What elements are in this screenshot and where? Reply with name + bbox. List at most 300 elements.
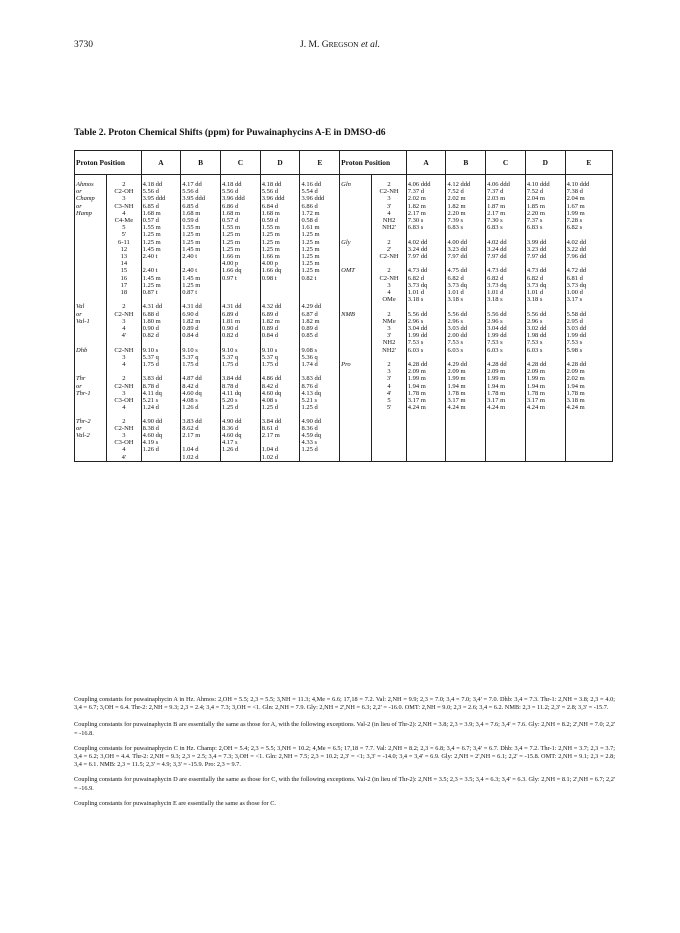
residue-cell: Thr [75,375,107,382]
shift-cell: 9.10 s [141,347,181,354]
shift-cell [446,432,486,439]
shift-cell: 1.82 m [446,203,486,210]
shift-cell: 1.68 m [141,210,181,217]
residue-cell [340,390,372,397]
shift-cell: 1.78 m [446,390,486,397]
position-cell [372,354,406,361]
shift-cell [525,425,565,432]
shift-cell: 2.95 d [565,318,612,325]
shift-cell [141,296,181,303]
column-header: B [446,151,486,175]
table-row [75,332,613,339]
shift-cell: 4.31 dd [141,303,181,310]
shift-cell [525,303,565,310]
shift-cell: 0.97 t [221,275,261,282]
shift-cell: 6.84 d [260,203,300,210]
shift-cell: 0.84 d [260,332,300,339]
shift-cell: 2.96 s [486,318,526,325]
shift-cell: 1.24 d [141,404,181,411]
table-row [75,188,613,195]
position-cell: 12 [107,246,141,253]
shift-cell: 3.83 dd [141,375,181,382]
position-cell [372,446,406,453]
shift-cell: 4.28 dd [406,361,446,368]
shift-cell [525,260,565,267]
shift-cell: 4.11 dq [141,390,181,397]
shift-cell: 5.21 s [300,397,340,404]
shift-cell: 1.94 m [486,383,526,390]
shift-cell: 2.40 t [141,267,181,274]
position-cell [107,296,141,303]
shift-cell: 1.25 m [260,246,300,253]
shift-cell [486,432,526,439]
shift-cell: 4.90 dd [300,418,340,425]
residue-cell [340,195,372,202]
residue-cell [340,425,372,432]
shift-cell [525,231,565,238]
shift-cell [221,282,261,289]
shift-cell [565,418,612,425]
shift-cell: 1.04 d [260,446,300,453]
shift-cell: 5.36 q [300,354,340,361]
position-cell: 3 [107,318,141,325]
residue-cell [340,383,372,390]
shift-cell: 1.01 d [486,289,526,296]
shift-cell: 7.37 d [406,188,446,195]
shift-cell: 1.66 m [260,253,300,260]
shift-cell: 8.78 d [221,383,261,390]
shift-cell [565,231,612,238]
shift-cell: 6.82 d [486,275,526,282]
shift-cell: 2.09 m [406,368,446,375]
shift-cell: 4.17 dd [181,181,221,188]
shift-cell: 1.94 m [525,383,565,390]
shift-cell [300,289,340,296]
shift-cell: 1.67 m [565,203,612,210]
table-row [75,454,613,462]
shift-cell: 2.09 m [565,368,612,375]
shift-cell: 2.40 t [181,253,221,260]
shift-cell: 9.10 s [181,347,221,354]
shift-cell: 1.80 m [141,318,181,325]
position-cell: NMe [372,318,406,325]
shift-cell: 3.95 ddd [181,195,221,202]
shift-cell: 1.25 m [221,239,261,246]
position-cell: 4' [107,332,141,339]
note-paragraph: Coupling constants for puwainaphycin E are essentially the same as those for C. [74,799,276,807]
shift-cell: 4.28 dd [525,361,565,368]
shift-cell: 6.82 s [565,224,612,231]
shift-cell [486,446,526,453]
shift-cell: 1.25 m [221,231,261,238]
shift-cell: 0.87 t [181,289,221,296]
shift-cell: 1.99 m [565,210,612,217]
shift-cell: 4.02 dd [406,239,446,246]
residue-cell: or [75,311,107,318]
shift-cell: 2.20 m [525,210,565,217]
shift-cell: 4.11 dq [221,390,261,397]
shift-cell: 7.53 s [525,339,565,346]
shift-cell: 5.20 s [221,397,261,404]
shift-cell: 3.17 m [446,397,486,404]
table-row [75,354,613,361]
shift-cell: 1.25 m [300,260,340,267]
shift-cell: 5.56 d [221,188,261,195]
shift-cell: 8.42 d [181,383,221,390]
shift-cell: 1.04 d [181,446,221,453]
table-row [75,425,613,432]
residue-cell: Dhb [75,347,107,354]
shift-cell: 4.90 dd [221,418,261,425]
shift-cell: 1.25 m [141,231,181,238]
residue-cell [340,282,372,289]
shift-cell: 2.02 m [406,195,446,202]
column-header: A [141,151,181,175]
shift-cell: 1.01 d [406,289,446,296]
shift-cell [446,446,486,453]
shift-cell: 1.55 m [141,224,181,231]
shift-cell: 5.37 q [260,354,300,361]
residue-cell [340,231,372,238]
shift-cell: 1.68 m [181,210,221,217]
shift-cell [406,231,446,238]
shift-cell: 3.24 dd [486,246,526,253]
shift-cell: 7.97 dd [525,253,565,260]
note-paragraph: Coupling constants for puwainaphycin D are essentially the same as those for C, with the following exceptions. Val-2 (in lieu of Thr-2): 2,NH = 3.5; 2,3 = 3.5; 3,4 = 6.3; 3,4' = 6.3. Gly: 2,NH = 8.1; 2',NH = 6.7; 2,2' = -16.9. [74,776,615,792]
shift-cell: 1.01 d [525,289,565,296]
shift-cell: 1.25 d [260,404,300,411]
shift-cell: 7.38 d [565,188,612,195]
position-cell: C2-NH [372,275,406,282]
shift-cell: 2.96 s [446,318,486,325]
table-row [75,275,613,282]
residue-cell [75,354,107,361]
position-cell: C3-OH [107,397,141,404]
shift-cell: 1.94 m [565,383,612,390]
shift-cell: 0.84 d [181,332,221,339]
shift-cell: 3.24 dd [406,246,446,253]
position-cell [372,260,406,267]
shift-cell: 5.56 dd [525,311,565,318]
shift-cell: 3.22 dd [565,246,612,253]
shift-cell [181,339,221,346]
residue-cell [75,368,107,375]
shift-cell: 3.95 ddd [141,195,181,202]
shift-cell: 6.82 d [406,275,446,282]
shift-cell: 1.55 m [221,224,261,231]
shift-cell: 3.02 dd [525,325,565,332]
shift-cell: 4.29 dd [300,303,340,310]
shift-cell: 0.89 d [260,325,300,332]
shift-cell: 3.96 ddd [260,195,300,202]
shift-cell: 4.02 dd [486,239,526,246]
shift-cell [446,354,486,361]
shift-cell: 1.82 m [260,318,300,325]
table-row [75,339,613,346]
shift-cell: 3.17 m [406,397,446,404]
shift-cell: 6.85 d [181,203,221,210]
residue-cell: Ahmos [75,181,107,188]
shift-cell: 4.19 s [141,439,181,446]
shift-cell: 1.99 m [525,375,565,382]
shift-cell: 1.82 m [181,318,221,325]
position-cell: 4 [107,361,141,368]
residue-cell [75,253,107,260]
position-cell [372,439,406,446]
shift-cell: 2.04 m [525,195,565,202]
shift-cell: 1.68 m [221,210,261,217]
shift-cell: 4.18 dd [221,181,261,188]
shift-cell: 4.18 dd [260,181,300,188]
position-cell: 2 [372,311,406,318]
shift-cell: 3.04 dd [406,325,446,332]
shift-cell: 6.88 d [141,311,181,318]
shift-cell: 1.45 m [181,246,221,253]
shift-cell: 4.87 dd [181,375,221,382]
shift-cell: 2.03 m [486,195,526,202]
shift-cell: 1.99 m [406,375,446,382]
residue-cell: Pro [340,361,372,368]
shift-cell: 7.97 dd [486,253,526,260]
shift-cell: 5.54 d [300,188,340,195]
table-caption: Table 2. Proton Chemical Shifts (ppm) for Puwainaphycins A-E in DMSO-d6 [74,128,386,138]
column-header: Proton Position [75,151,142,175]
shift-cell: 0.57 d [221,217,261,224]
shift-cell [486,425,526,432]
shift-cell: 2.17 m [181,432,221,439]
shift-cell: 6.82 d [525,275,565,282]
shift-cell: 3.04 dd [486,325,526,332]
table-row [75,296,613,303]
residue-cell: OMT [340,267,372,274]
position-cell: 2 [107,375,141,382]
shift-cell: 3.23 dd [446,246,486,253]
shift-cell [141,260,181,267]
table-row [75,311,613,318]
shift-cell [260,439,300,446]
shift-cell: 3.73 dq [565,282,612,289]
residue-cell [340,217,372,224]
shift-cell: 4.24 m [406,404,446,411]
shift-cell [406,354,446,361]
position-cell: 4 [372,289,406,296]
residue-cell [340,418,372,425]
shift-cell: 8.38 d [141,425,181,432]
shift-cell: 0.59 d [181,217,221,224]
shift-cell [565,432,612,439]
shift-cell: 1.25 m [300,239,340,246]
shift-cell: 4.86 dd [260,375,300,382]
shift-cell: 4.31 dd [181,303,221,310]
shift-cell [181,439,221,446]
shift-cell [406,260,446,267]
shift-cell: 4.90 dd [141,418,181,425]
shift-cell: 6.83 s [525,224,565,231]
residue-cell [340,203,372,210]
running-header [0,40,680,54]
position-cell: 2' [372,246,406,253]
table-row [75,368,613,375]
residue-cell: or [75,383,107,390]
shift-cell: 1.81 m [221,318,261,325]
residue-cell [340,446,372,453]
shift-cell: 4.18 dd [141,181,181,188]
shift-cell: 5.56 d [141,188,181,195]
position-cell: 15 [107,267,141,274]
shift-cell: 1.66 dq [221,267,261,274]
shift-cell: 1.99 m [486,375,526,382]
shift-cell [141,339,181,346]
shift-cell: 1.99 m [446,375,486,382]
shift-cell [565,454,612,462]
shift-cell: 5.56 d [260,188,300,195]
shift-cell: 7.53 s [565,339,612,346]
table-row [75,246,613,253]
position-cell: C2-NH [107,347,141,354]
table-row [75,231,613,238]
table-header-row [75,151,613,175]
shift-cell: 5.21 s [141,397,181,404]
shift-cell [486,454,526,462]
shift-cell: 3.73 dq [525,282,565,289]
position-cell: C2-NH [107,311,141,318]
shift-cell: 0.85 d [300,332,340,339]
position-cell: 2 [107,418,141,425]
shift-cell: 2.40 t [181,267,221,274]
shift-cell [486,303,526,310]
shift-cell: 1.82 m [406,203,446,210]
position-cell: C4-Me [107,217,141,224]
shift-cell: 7.53 s [486,339,526,346]
residue-cell [340,347,372,354]
shift-cell: 0.82 d [221,332,261,339]
position-cell: 3 [372,368,406,375]
shift-cell: 0.58 d [300,217,340,224]
shift-cell: 1.72 m [300,210,340,217]
position-cell: 5' [372,404,406,411]
shift-cell: 1.26 d [221,446,261,453]
shift-cell [300,454,340,462]
shift-cell: 8.61 d [260,425,300,432]
shift-cell: 1.45 m [141,246,181,253]
table-row [75,253,613,260]
shift-cell: 4.06 ddd [486,181,526,188]
residue-cell: Hamp [75,210,107,217]
table-row [75,446,613,453]
shift-cell: 2.96 s [406,318,446,325]
shift-cell: 1.25 d [300,404,340,411]
position-cell: 2 [372,181,406,188]
shift-cell [300,296,340,303]
position-cell [372,303,406,310]
shift-cell: 4.28 dd [486,361,526,368]
shift-cell: 2.17 m [406,210,446,217]
column-header: C [221,151,261,175]
note-paragraph: Coupling constants for puwainaphycin B are essentially the same as those for A, with the following exceptions. Val-2 (in lieu of Thr-2): 2,NH = 3.8; 2,3 = 3.9; 3,4 = 7.6; 3,4' = 7.6. Gly: 2,NH = 8.2; 2',NH = 7.0; 2,2' = -16.8. [74,721,615,737]
residue-cell: NMB [340,311,372,318]
shift-cell: 4.72 dd [565,267,612,274]
shift-cell: 7.30 s [406,217,446,224]
shift-cell: 0.87 t [141,289,181,296]
shift-cell: 7.97 dd [446,253,486,260]
table-row [75,289,613,296]
shift-cell: 1.25 m [181,239,221,246]
shift-cell [260,296,300,303]
shift-cell [446,231,486,238]
residue-cell [340,260,372,267]
shift-cell: 5.37 q [221,354,261,361]
shift-cell: 1.78 m [406,390,446,397]
residue-cell [340,318,372,325]
shift-cell: 1.02 d [260,454,300,462]
residue-cell: Val-1 [75,318,107,325]
shift-cell [260,289,300,296]
residue-cell [75,289,107,296]
shift-cell [300,339,340,346]
residue-cell: Champ [75,195,107,202]
residue-cell [340,439,372,446]
table-row [75,325,613,332]
residue-cell [340,339,372,346]
shift-cell: 3.17 s [565,296,612,303]
shift-cell: 2.96 s [525,318,565,325]
shift-cell [221,339,261,346]
shift-cell [565,303,612,310]
residue-cell [75,325,107,332]
shift-cell: 4.75 dd [446,267,486,274]
shift-cell: 1.25 m [300,253,340,260]
shift-cell: 7.96 dd [565,253,612,260]
column-header: C [486,151,526,175]
position-cell: 5' [107,231,141,238]
residue-cell [75,439,107,446]
residue-cell [340,432,372,439]
table-row [75,347,613,354]
shift-cell [565,439,612,446]
position-cell: 4 [372,210,406,217]
shift-cell: 1.25 d [300,446,340,453]
table-row [75,390,613,397]
shift-cell: 8.42 d [260,383,300,390]
shift-cell: 3.96 ddd [300,195,340,202]
shift-cell: 6.83 s [486,224,526,231]
shift-cell: 1.61 m [300,224,340,231]
shift-cell: 6.81 d [565,275,612,282]
shift-cell [486,418,526,425]
residue-cell [75,339,107,346]
residue-cell [340,210,372,217]
position-cell: 13 [107,253,141,260]
shift-cell: 6.82 d [446,275,486,282]
residue-cell: or [75,203,107,210]
shift-cell: 2.02 m [565,375,612,382]
position-cell: 3 [107,390,141,397]
shift-cell: 1.99 dd [486,332,526,339]
shift-cell: 1.25 m [260,231,300,238]
shift-cell: 4.60 dq [181,390,221,397]
shift-cell [486,439,526,446]
table-row [75,432,613,439]
shift-cell [141,368,181,375]
shift-cell [525,454,565,462]
table-row [75,383,613,390]
shift-cell: 5.37 q [181,354,221,361]
position-cell: 3 [372,325,406,332]
position-cell [372,231,406,238]
shift-cell: 1.55 m [181,224,221,231]
shift-cell: 3.83 dd [181,418,221,425]
residue-cell: Val [75,303,107,310]
